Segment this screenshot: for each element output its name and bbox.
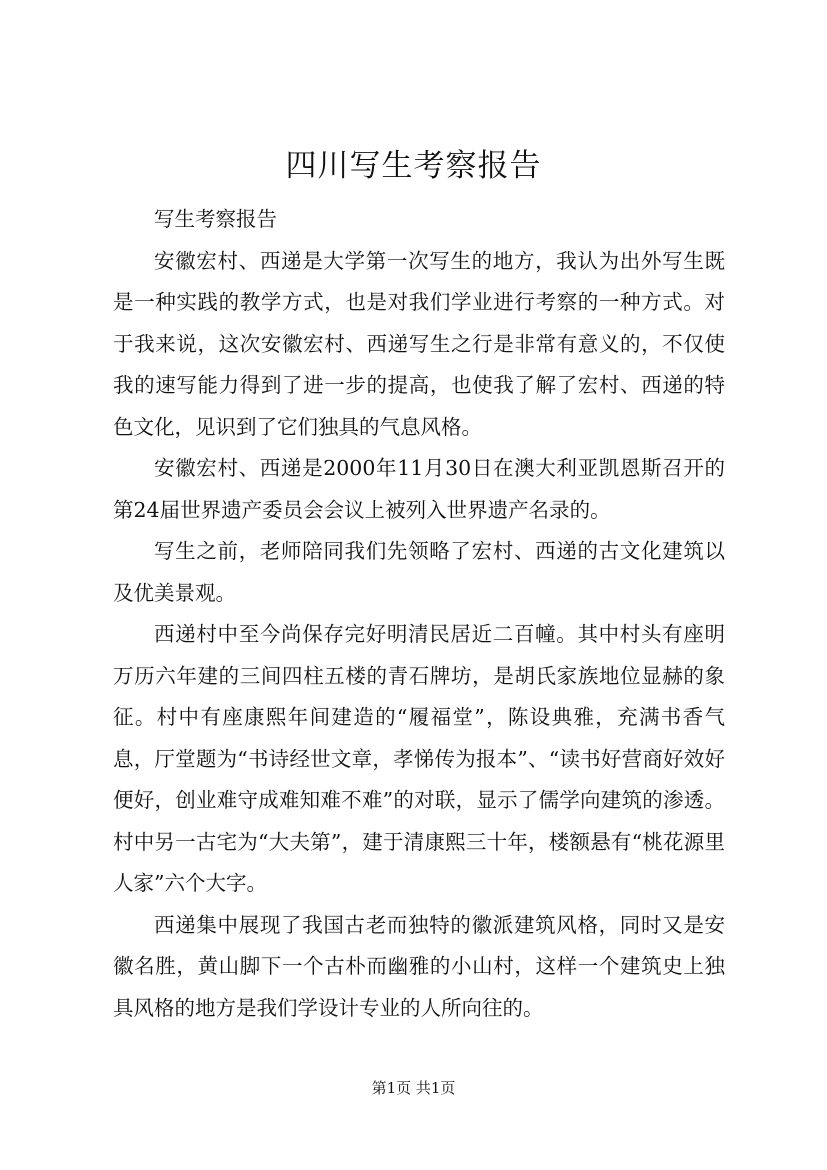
page-number-footer: 第1页 共1页: [371, 1079, 456, 1097]
section-subheading: 写生考察报告: [154, 207, 277, 231]
paragraph: 安徽宏村、西递是大学第一次写生的地方，我认为出外写生既是一种实践的教学方式，也是对我们学业进行考察的一种方式。对于我来说，这次安徽宏村、西递写生之行是非常有意义的，不仅使我的速写能力得到了进一步的提高，也使我了解了宏村、西递的特色文化，见识到了它们独具的气息风格。: [113, 248, 725, 439]
paragraph: 西递村中至今尚保存完好明清民居近二百幢。其中村头有座明万历六年建的三间四柱五楼的青石牌坊，是胡氏家族地位显赫的象征。村中有座康熙年间建造的“履福堂”，陈设典雅，充满书香气息，厅堂题为“书诗经世文章，孝悌传为报本”、“读书好营商好效好便好，创业难守成难知难不难”的对联，显示了儒学向建筑的渗透。村中另一古宅为“大夫第”，建于清康熙三十年，楼额悬有“桃花源里人家”六个大字。: [113, 622, 725, 895]
paragraph: 写生之前，老师陪同我们先领略了宏村、西递的古文化建筑以及优美景观。: [113, 539, 725, 605]
page-title: 四川写生考察报告: [285, 148, 542, 184]
paragraph: 安徽宏村、西递是2000年11月30日在澳大利亚凯恩斯召开的第24届世界遗产委员会会议上被列入世界遗产名录的。: [113, 456, 725, 522]
paragraph: 西递集中展现了我国古老而独特的徽派建筑风格，同时又是安徽名胜，黄山脚下一个古朴而幽雅的小山村，这样一个建筑史上独具风格的地方是我们学设计专业的人所向往的。: [113, 912, 725, 1020]
document-body: [113, 199, 725, 1029]
